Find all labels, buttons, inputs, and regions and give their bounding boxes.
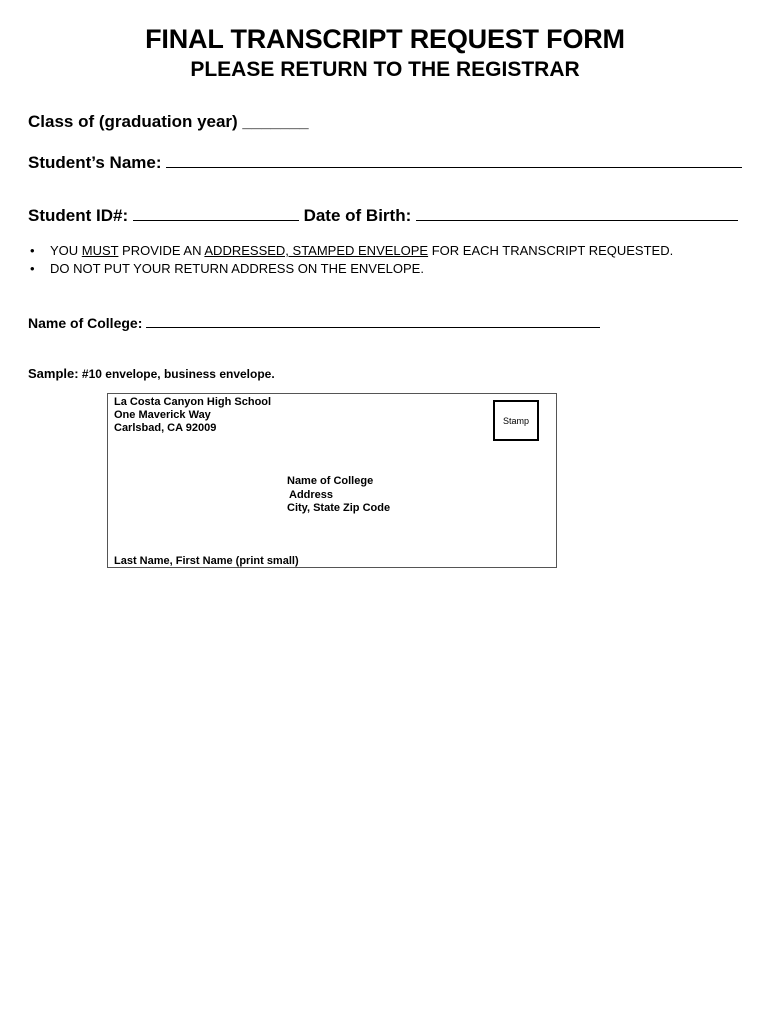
must-emphasis: MUST [81, 243, 119, 258]
stamp-box [493, 400, 539, 441]
sample-label: Sample: [28, 366, 79, 381]
form-title: FINAL TRANSCRIPT REQUEST FORM [145, 24, 625, 54]
bullet-icon: • [30, 261, 35, 276]
dob-label: Date of Birth: [303, 206, 412, 225]
sample-description: #10 envelope, business envelope. [81, 367, 275, 381]
student-id-label: Student ID#: [28, 206, 129, 225]
dob-blank[interactable] [416, 206, 738, 221]
stamp-label: Stamp [502, 415, 529, 426]
sender-name-line: Last Name, First Name (print small) [114, 555, 299, 567]
return-address: La Costa Canyon High School One Maverick Way Carlsbad, CA 92009 [114, 396, 272, 434]
college-name-blank[interactable] [146, 313, 600, 328]
student-name-label: Student’s Name: [28, 153, 162, 172]
sample-envelope [107, 393, 557, 568]
student-name-field [28, 153, 742, 173]
list-item: • YOU MUST PROVIDE AN ADDRESSED, STAMPED ENVELOPE FOR EACH TRANSCRIPT REQUESTED. [30, 243, 674, 258]
class-of-field [28, 112, 309, 132]
envelope-emphasis: ADDRESSED, STAMPED ENVELOPE [204, 243, 429, 258]
recipient-address: Name of College Address City, State Zip Code [287, 475, 391, 514]
sample-caption [28, 366, 275, 381]
student-name-blank[interactable] [166, 153, 742, 168]
bullet-icon: • [30, 243, 35, 258]
student-id-dob-row [28, 206, 738, 226]
student-id-blank[interactable] [133, 206, 299, 221]
college-name-label: Name of College: [28, 315, 143, 331]
list-item: • DO NOT PUT YOUR RETURN ADDRESS ON THE ENVELOPE. [30, 261, 424, 276]
instructions-list [28, 242, 673, 278]
college-name-field [28, 313, 600, 331]
class-of-label: Class of (graduation year) _______ [28, 112, 309, 131]
form-subtitle: PLEASE RETURN TO THE REGISTRAR [190, 58, 580, 81]
